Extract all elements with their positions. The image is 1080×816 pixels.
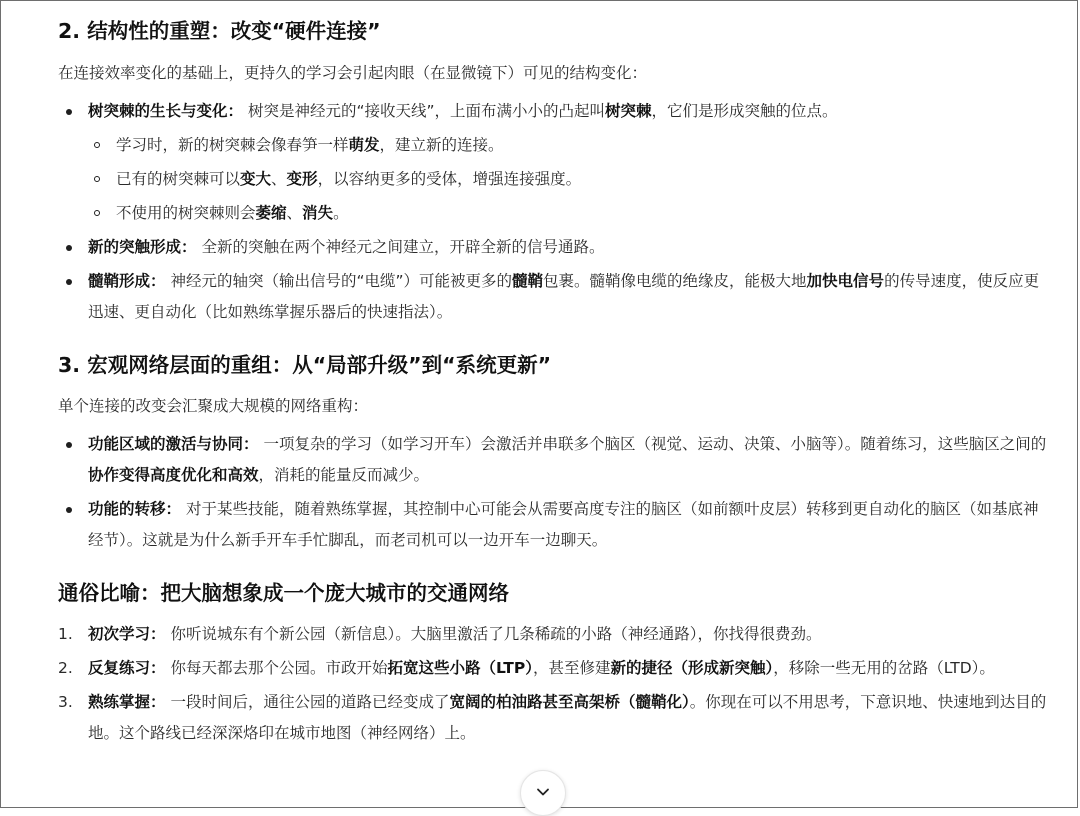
section-3-heading: 3. 宏观网络层面的重组：从“局部升级”到“系统更新” <box>58 353 552 377</box>
bullet-dot <box>66 507 72 513</box>
chat-response <box>58 14 1048 749</box>
bullet-dot <box>66 109 72 115</box>
bullet-dot <box>66 442 72 448</box>
list-item-myelination: 髓鞘形成： 神经元的轴突（输出信号的“电缆”）可能被更多的髓鞘包裹。髓鞘像电缆的绝缘皮，能极大地加快电信号的传导速度，使反应更迅速、更自动化（比如熟练掌握乐器后的快速指法）。 <box>58 266 1048 328</box>
analogy-list <box>58 619 1048 749</box>
sub-item-sprout: 学习时，新的树突棘会像春笋一样萌发，建立新的连接。 <box>58 130 1048 161</box>
list-item-practice: 2. 反复练习： 你每天都去那个公园。市政开始拓宽这些小路（LTP），甚至修建新的捷径（形成新突触），移除一些无用的岔路（LTD）。 <box>58 659 995 677</box>
section-3-intro: 单个连接的改变会汇聚成大规模的网络重构： <box>58 397 369 415</box>
scroll-down-button[interactable] <box>520 770 566 816</box>
list-item-first-learning: 1. 初次学习： 你听说城东有个新公园（新信息）。大脑里激活了几条稀疏的小路（神经通路），你找得很费劲。 <box>58 625 822 643</box>
list-item-transfer: 功能的转移： 对于某些技能，随着熟练掌握，其控制中心可能会从需要高度专注的脑区（如前额叶皮层）转移到更自动化的脑区（如基底神经节）。这就是为什么新手开车手忙脚乱，而老司机可以一边开车一边聊天。 <box>58 494 1048 556</box>
section-4-heading: 通俗比喻：把大脑想象成一个庞大城市的交通网络 <box>58 581 509 605</box>
list-item-dendritic-spines: 树突棘的生长与变化： 树突是神经元的“接收天线”，上面布满小小的凸起叫树突棘，它们是形成突触的位点。 <box>58 96 1048 127</box>
bullet-dot <box>66 245 72 251</box>
sub-item-enlarge: 已有的树突棘可以变大、变形，以容纳更多的受体，增强连接强度。 <box>58 164 1048 195</box>
section-2-heading: 2. 结构性的重塑：改变“硬件连接” <box>58 19 381 43</box>
section-2-list <box>58 96 1048 328</box>
bullet-dot <box>66 279 72 285</box>
bullet-circle <box>94 210 100 216</box>
list-item-new-synapse: 新的突触形成： 全新的突触在两个神经元之间建立，开辟全新的信号通路。 <box>58 232 1048 263</box>
section-2-intro: 在连接效率变化的基础上，更持久的学习会引起肉眼（在显微镜下）可见的结构变化： <box>58 64 648 82</box>
sub-item-shrink: 不使用的树突棘则会萎缩、消失。 <box>58 198 1048 229</box>
bullet-circle <box>94 142 100 148</box>
list-item-activation: 功能区域的激活与协同： 一项复杂的学习（如学习开车）会激活并串联多个脑区（视觉、运动、决策、小脑等）。随着练习，这些脑区之间的协作变得高度优化和高效，消耗的能量反而减少。 <box>58 429 1048 491</box>
chevron-down-icon <box>536 784 550 803</box>
list-item-mastery: 3. 熟练掌握： 一段时间后，通往公园的道路已经变成了宽阔的柏油路甚至高架桥（髓鞘化）。你现在可以不用思考，下意识地、快速地到达目的地。这个路线已经深深烙印在城市地图（神经网络）上。 <box>58 693 1047 742</box>
section-3-list <box>58 429 1048 556</box>
bullet-circle <box>94 176 100 182</box>
